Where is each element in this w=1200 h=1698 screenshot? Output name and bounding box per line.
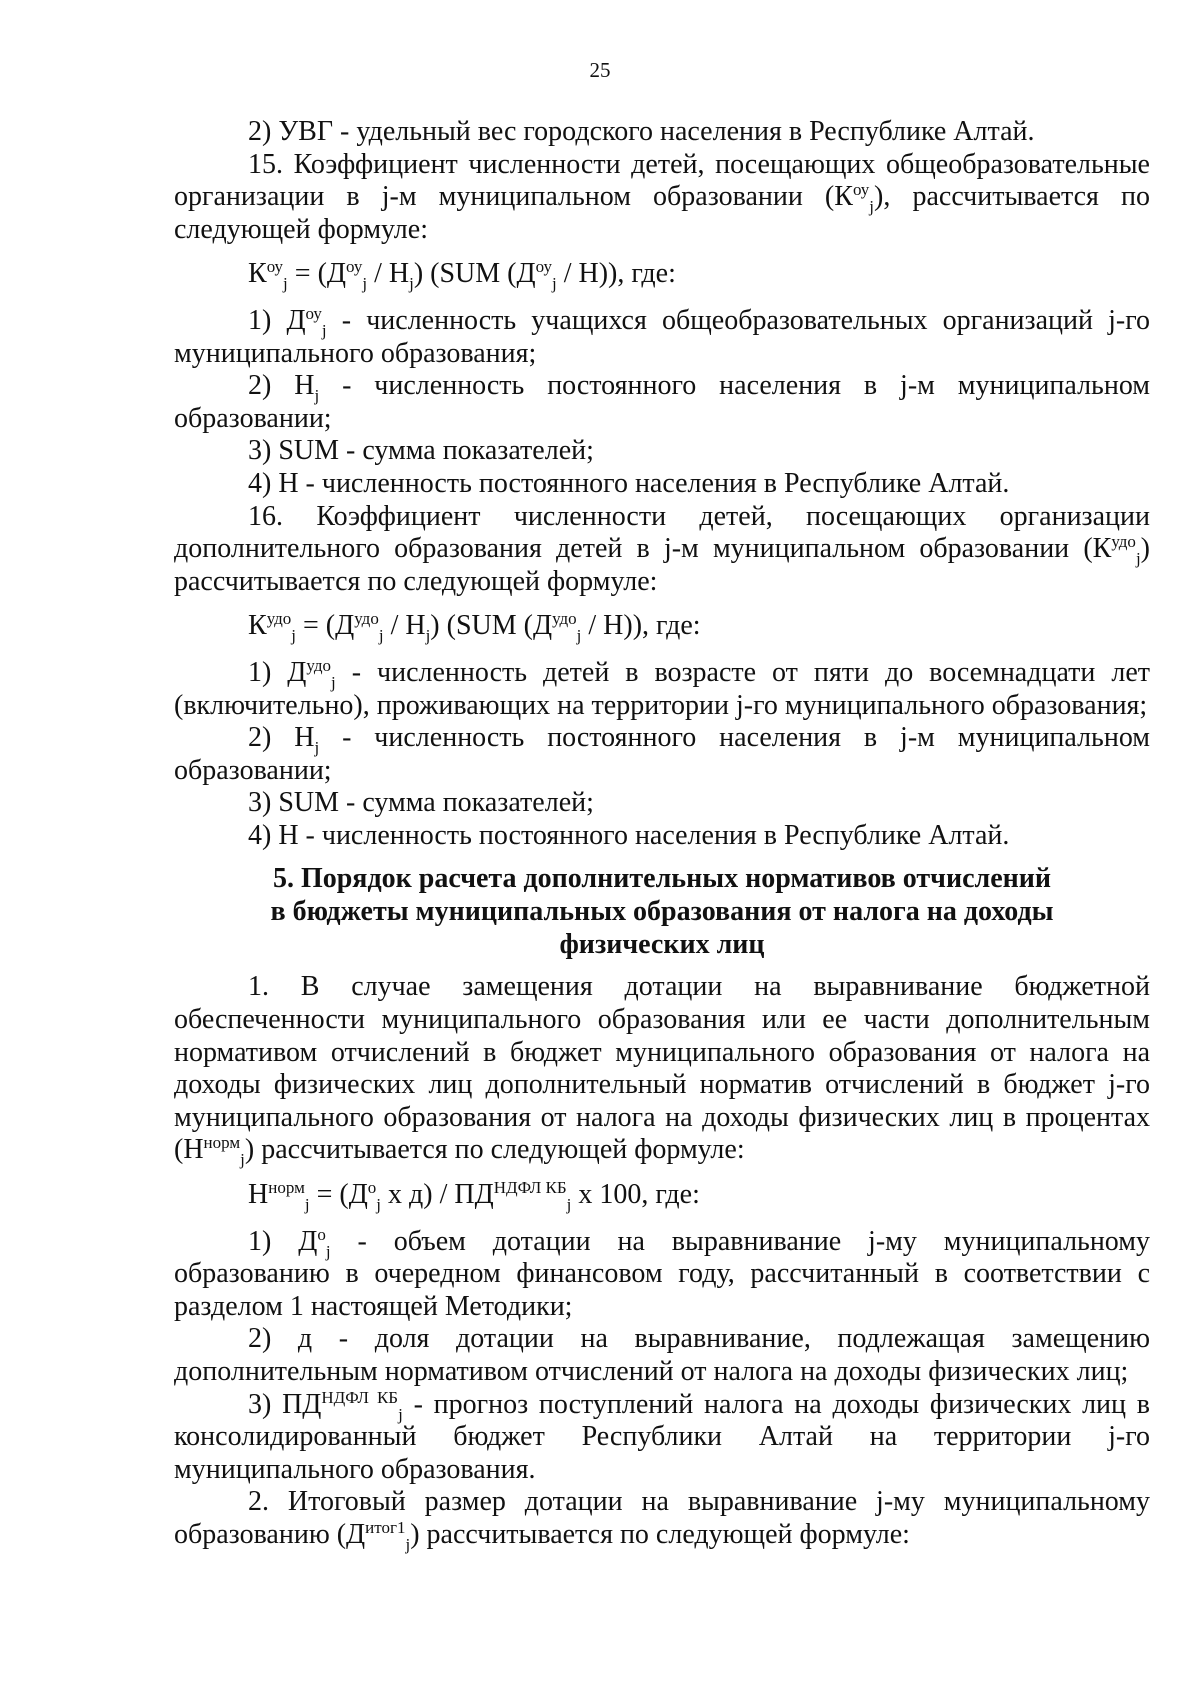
paragraph-section5-item-1: 1. В случае замещения дотации на выравнивание бюджетной обеспеченности муниципального образования или ее части дополнительным нормативом отчислений в бюджет муниципального образования от налога на доходы физических лиц дополнительный норматив отчислений в бюджет j-го муниципального образования от налога на доходы физических лиц в процентах $(Н^{норм}_j)$ рассчитывается по следующей формуле: xyxy=(174,971,1150,1170)
page-number: 25 xyxy=(589,58,611,82)
formula-k-udo: $К^{удо}_j = (Д^{удо}_j / Н_j)$ (SUM $(Д^{удо}_j / Н)$), где: xyxy=(248,609,701,646)
definition-sum-2: 3) SUM - сумма показателей; xyxy=(248,787,594,819)
definition-d-o: 1) $Д^о_j$ - объем дотации на выравнивание j-му муниципальному образованию в очередном финансовом году, рассчитанный в соответствии с разделом 1 настоящей Методики; xyxy=(174,1224,1150,1322)
section-heading xyxy=(214,862,1110,961)
paragraph-item-15: 15. Коэффициент численности детей, посещающих общеобразовательные организации в j-м муниципальном образовании $(К^{оу}_j)$, рассчитывается по следующей формуле: xyxy=(174,148,1150,245)
document-body xyxy=(174,116,1150,1552)
definition-n-j: 2) $Н_j$ - численность постоянного населения в j-м муниципальном образовании; xyxy=(174,370,1150,434)
paragraph-uvg: 2) УВГ - удельный вес городского населения в Республике Алтай. xyxy=(248,116,1035,147)
definition-n: 4) Н - численность постоянного населения в Республике Алтай. xyxy=(248,467,1010,499)
definition-d-ou: 1) $Д^{оу}_j$ - численность учащихся общеобразовательных организаций j-го муниципального образования; xyxy=(174,303,1150,369)
paragraph-section5-item-2: 2. Итоговый размер дотации на выравнивание j-му муниципальному образованию $(Д^{итог1}_j)$ рассчитывается по следующей формуле: xyxy=(174,1486,1150,1554)
formula-n-norm: $Н^{норм}_j = (Д^о_j$ х $д) / ПД^{НДФЛ КБ}_j$ х 100, где: xyxy=(248,1178,700,1215)
definition-n-j-2: 2) $Н_j$ - численность постоянного населения в j-м муниципальном образовании; xyxy=(174,722,1150,786)
definition-sum: 3) SUM - сумма показателей; xyxy=(248,435,594,467)
definition-d-udo: 1) $Д^{удо}_j$ - численность детей в возрасте от пяти до восемнадцати лет (включительно), проживающих на территории j-го муниципального образования; xyxy=(174,655,1150,721)
section-heading-line-3: физических лиц xyxy=(559,929,765,961)
section-heading-line-2: в бюджеты муниципальных образования от налога на доходы xyxy=(270,896,1054,928)
definition-d-share: 2) д - доля дотации на выравнивание, подлежащая замещению дополнительным нормативом отчислений от налога на доходы физических лиц; xyxy=(174,1323,1150,1387)
paragraph-item-16: 16. Коэффициент численности детей, посещающих организации дополнительного образования детей в j-м муниципальном образовании $(К^{удо}_j)$ рассчитывается по следующей формуле: xyxy=(174,500,1150,597)
formula-k-ou: $К^{оу}_j = (Д^{оу}_j / Н_j)$ (SUM $(Д^{оу}_j / Н)$), где: xyxy=(248,257,676,294)
definition-n-2: 4) Н - численность постоянного населения в Республике Алтай. xyxy=(248,819,1010,851)
definition-pd-ndfl: 3) $ПД^{НДФЛ КБ}_j$ - прогноз поступлений налога на доходы физических лиц в консолидированный бюджет Республики Алтай на территории j-го муниципального образования. xyxy=(174,1387,1150,1485)
section-heading-line-1: 5. Порядок расчета дополнительных нормативов отчислений xyxy=(272,863,1052,895)
